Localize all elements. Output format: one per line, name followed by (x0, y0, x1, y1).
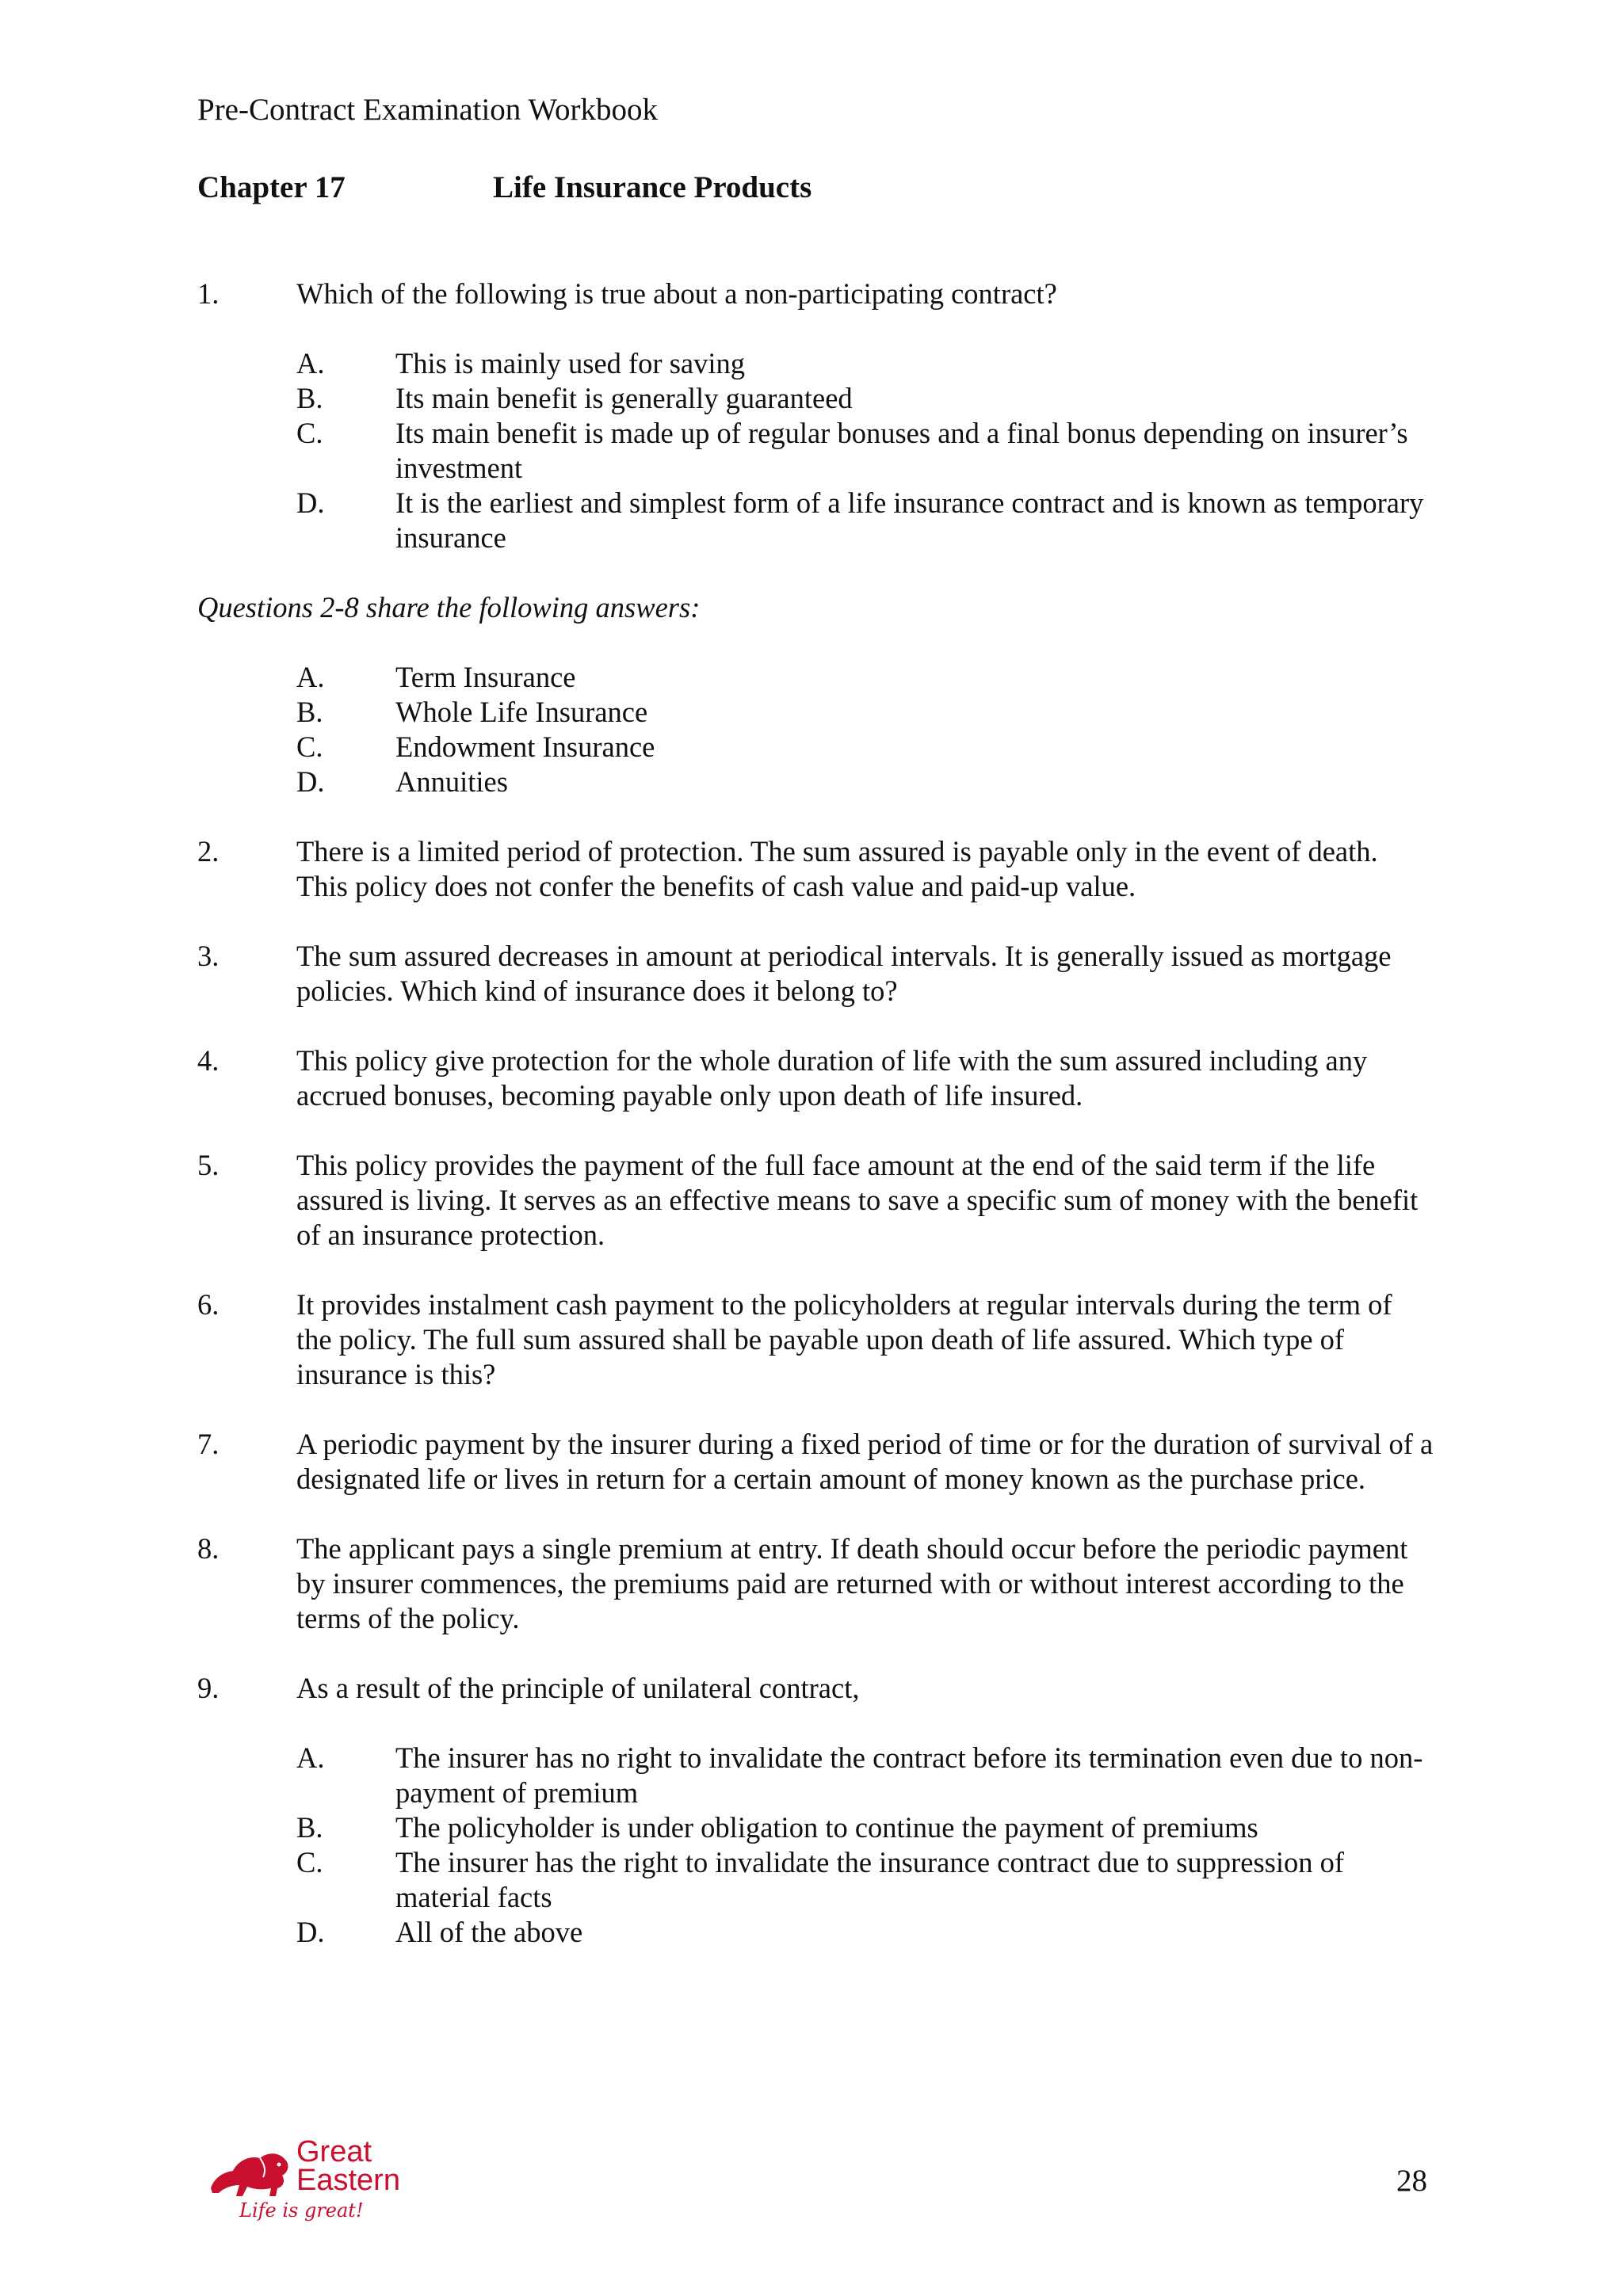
question-7 (197, 1427, 1434, 1497)
question-2 (197, 834, 1434, 904)
option-text: The insurer has the right to invalidate the insurance contract due to suppression of material facts (395, 1846, 1345, 1913)
option-a (296, 660, 1434, 695)
option-text: Endowment Insurance (395, 730, 655, 763)
question-3 (197, 939, 1434, 1009)
question-text: It provides instalment cash payment to the policyholders at regular intervals during the term of the policy. The full sum assured shall be payable upon death of life assured. Which type of insurance is this? (296, 1288, 1392, 1390)
workbook-title: Pre-Contract Examination Workbook (197, 93, 659, 127)
option-letter: D. (296, 1916, 325, 1948)
question-6 (197, 1287, 1434, 1392)
question-text: There is a limited period of protection. The sum assured is payable only in the event of death. This policy does not confer the benefits of cash value and paid-up value. (296, 835, 1378, 902)
lion-icon (203, 2141, 295, 2201)
question-5 (197, 1148, 1434, 1253)
option-d (296, 1915, 1434, 1950)
option-text: Its main benefit is generally guaranteed (395, 382, 853, 414)
question-number: 1. (197, 277, 220, 310)
option-a (296, 1741, 1434, 1810)
option-a (296, 346, 1434, 381)
question-list (197, 277, 1434, 1985)
question-9 (197, 1671, 1434, 1706)
logo-line-1: Great (296, 2135, 372, 2168)
option-letter: C. (296, 730, 323, 763)
question-text: This policy give protection for the whole duration of life with the sum assured including any accrued bonuses, becoming payable only upon death of life insured. (296, 1044, 1368, 1112)
chapter-number: Chapter 17 (197, 170, 346, 204)
option-text: The insurer has no right to invalidate the contract before its termination even due to non-payment of premium (395, 1741, 1423, 1809)
question-number: 9. (197, 1672, 220, 1704)
option-letter: C. (296, 417, 323, 449)
question-number: 4. (197, 1044, 220, 1077)
question-8 (197, 1531, 1434, 1636)
page-number: 28 (1396, 2164, 1427, 2198)
option-text: All of the above (395, 1916, 583, 1948)
option-text: Annuities (395, 765, 508, 798)
question-9-options (296, 1741, 1434, 1950)
option-letter: C. (296, 1846, 323, 1878)
option-d (296, 765, 1434, 799)
question-number: 6. (197, 1288, 220, 1321)
chapter-title: Life Insurance Products (493, 170, 812, 204)
question-number: 2. (197, 835, 220, 868)
option-text: The policyholder is under obligation to continue the payment of premiums (395, 1811, 1258, 1844)
question-number: 8. (197, 1532, 220, 1565)
great-eastern-logo (203, 2135, 409, 2225)
logo-line-2: Eastern (296, 2164, 400, 2197)
question-text: The sum assured decreases in amount at periodical intervals. It is generally issued as mortgage policies. Which kind of insurance does it belong to? (296, 940, 1392, 1007)
shared-answers-note: Questions 2-8 share the following answers: (197, 591, 701, 624)
option-letter: A. (296, 1741, 325, 1774)
chapter-heading (197, 170, 812, 205)
option-letter: B. (296, 696, 323, 728)
option-text: Its main benefit is made up of regular bonuses and a final bonus depending on insurer’s investment (395, 417, 1408, 484)
option-letter: D. (296, 486, 325, 519)
option-text: This is mainly used for saving (395, 347, 745, 379)
option-letter: B. (296, 382, 323, 414)
option-c (296, 416, 1434, 486)
option-letter: A. (296, 347, 325, 379)
option-text: Term Insurance (395, 661, 576, 693)
question-4 (197, 1043, 1434, 1113)
option-letter: B. (296, 1811, 323, 1844)
option-text: It is the earliest and simplest form of a life insurance contract and is known as temporary insurance (395, 486, 1424, 554)
option-letter: D. (296, 765, 325, 798)
option-d (296, 486, 1434, 555)
logo-wordmark (296, 2135, 400, 2197)
option-c (296, 1845, 1434, 1915)
question-text: As a result of the principle of unilateral contract, (296, 1672, 860, 1704)
option-letter: A. (296, 661, 325, 693)
question-text: Which of the following is true about a non-participating contract? (296, 277, 1057, 310)
question-number: 3. (197, 940, 220, 972)
logo-tagline: Life is great! (239, 2199, 364, 2222)
option-text: Whole Life Insurance (395, 696, 648, 728)
question-text: A periodic payment by the insurer during a fixed period of time or for the duration of survival of a designated life or lives in return for a certain amount of money known as the purchase price. (296, 1428, 1434, 1495)
question-text: The applicant pays a single premium at entry. If death should occur before the periodic payment by insurer commences, the premiums paid are returned with or without interest according to the terms of the policy. (296, 1532, 1408, 1634)
shared-answer-options (296, 660, 1434, 799)
question-1-options (296, 346, 1434, 555)
question-number: 5. (197, 1149, 220, 1181)
option-c (296, 730, 1434, 765)
question-text: This policy provides the payment of the full face amount at the end of the said term if the life assured is living. It serves as an effective means to save a specific sum of money with the benefit of an insurance protection. (296, 1149, 1419, 1251)
question-1 (197, 277, 1434, 311)
option-b (296, 381, 1434, 416)
question-number: 7. (197, 1428, 220, 1460)
option-b (296, 695, 1434, 730)
option-b (296, 1810, 1434, 1845)
